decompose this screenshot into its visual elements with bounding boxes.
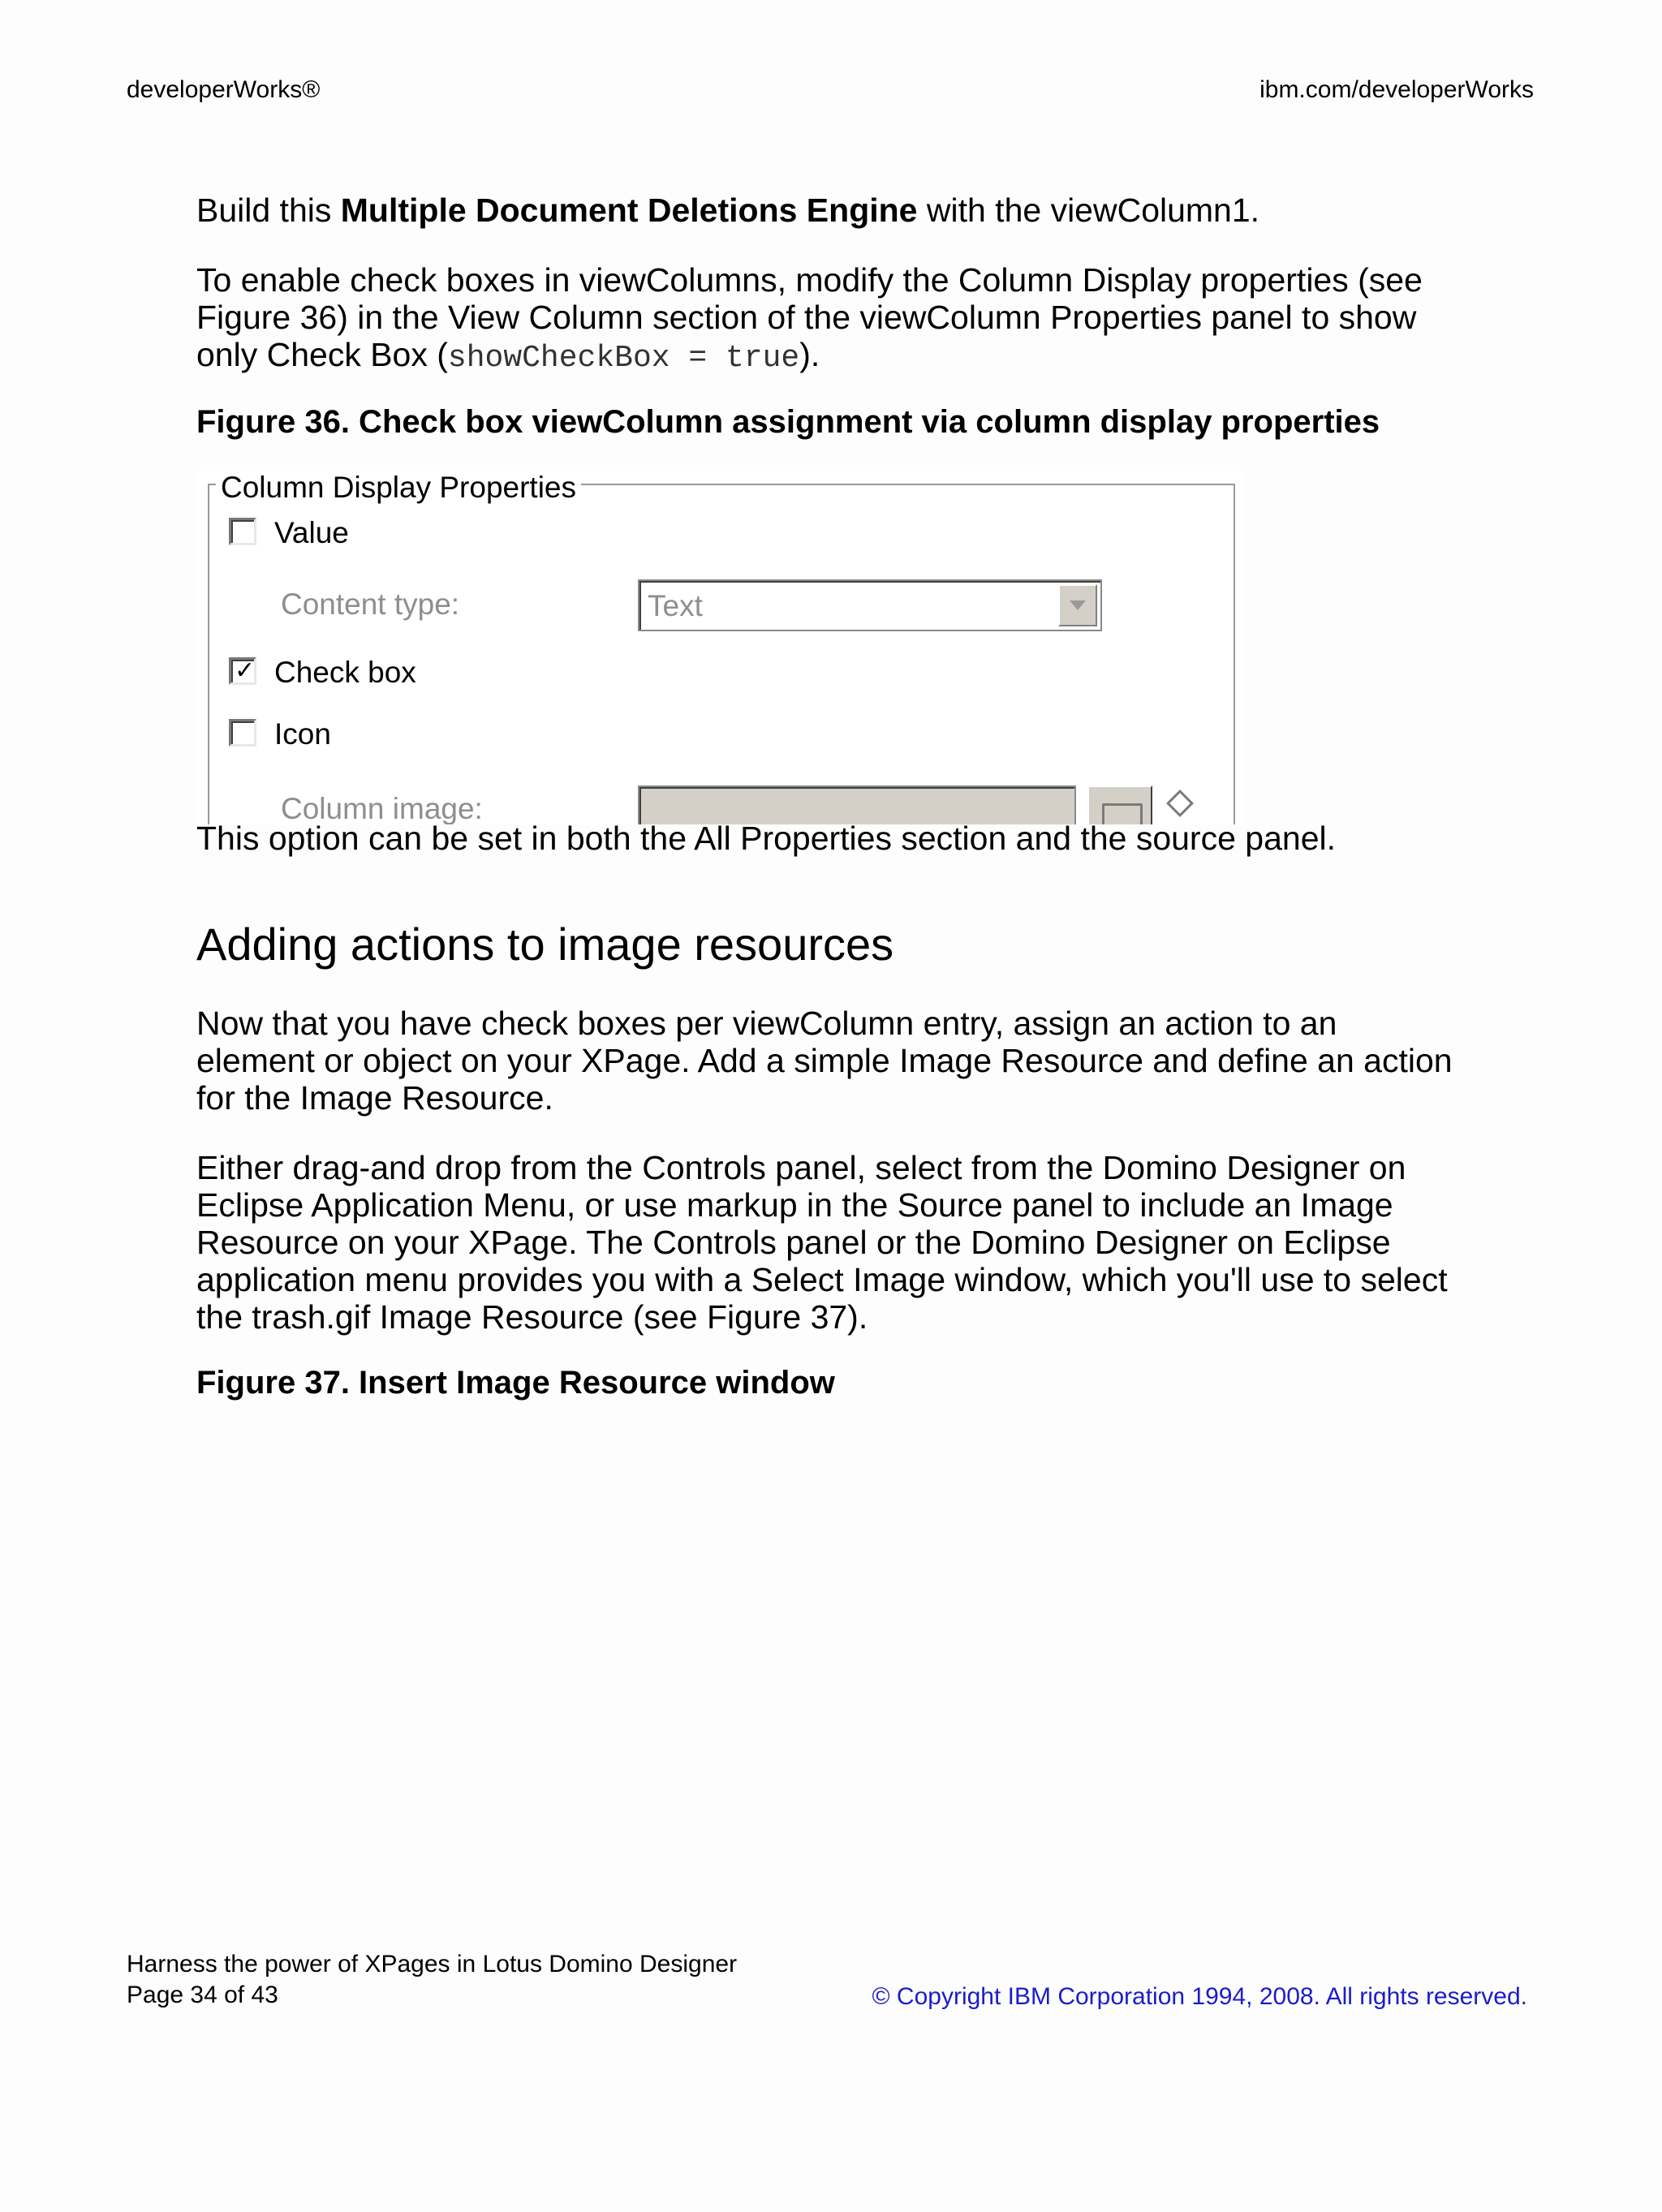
after-figure-paragraph [196, 820, 1462, 857]
check-box-label: Check box [274, 656, 416, 689]
value-label: Value [274, 516, 349, 549]
para1-end: ). [799, 336, 820, 373]
column-display-group [208, 484, 1235, 824]
paragraph-2 [196, 1005, 1462, 1117]
section-heading-wrap [196, 919, 1462, 970]
intro-paragraph [196, 192, 1462, 229]
content-type-select[interactable] [638, 579, 1102, 631]
header-brand: developerWorks® [127, 76, 321, 103]
icon-checkbox[interactable] [229, 719, 256, 747]
intro-suffix: with the viewColumn1. [917, 192, 1260, 229]
figure-36-caption: Figure 36. Check box viewColumn assignment via column display properties [196, 404, 1380, 440]
browse-button[interactable] [1087, 785, 1152, 824]
column-image-label: Column image: [281, 792, 483, 824]
after-figure-text: This option can be set in both the All Properties section and the source panel. [196, 820, 1336, 857]
chevron-down-icon[interactable] [1058, 584, 1097, 626]
intro-bold: Multiple Document Deletions Engine [340, 192, 918, 229]
figure-36-screenshot [196, 471, 1243, 824]
content-type-value: Text [648, 589, 703, 622]
intro-prefix: Build this [196, 192, 341, 229]
copyright-link[interactable]: © Copyright IBM Corporation 1994, 2008. All rights reserved. [872, 1983, 1527, 2010]
figure-37-caption: Figure 37. Insert Image Resource window [196, 1365, 835, 1401]
group-label: Column Display Properties [216, 471, 581, 505]
para2-text: Now that you have check boxes per viewColumn entry, assign an action to an element or object on your XPage. Add a simple Image Resource and define an action for the Image Resource. [196, 1005, 1453, 1117]
para3-text: Either drag-and drop from the Controls panel, select from the Domino Designer on Eclipse Application Menu, or use markup in the Source panel to include an Image Resource on your XPage. The Controls panel or the Domino Designer on Eclipse application menu provides you with a Select Image window, which you'll use to select the trash.gif Image Resource (see Figure 37). [196, 1149, 1448, 1336]
footer [127, 1949, 737, 2011]
header-url[interactable]: ibm.com/developerWorks [1259, 76, 1534, 103]
checkmark-icon: ✓ [235, 657, 256, 684]
content-type-label: Content type: [281, 587, 460, 621]
figure-36-caption-wrap [196, 404, 1462, 441]
code-snippet: showCheckBox = true [447, 341, 800, 376]
figure-37-caption-wrap [196, 1365, 1462, 1401]
column-image-field[interactable] [638, 785, 1076, 824]
value-checkbox[interactable] [229, 518, 256, 545]
footer-title: Harness the power of XPages in Lotus Domino Designer [127, 1951, 738, 1977]
check-box-checkbox[interactable] [229, 657, 256, 685]
page-number: Page 34 of 43 [127, 1982, 278, 2008]
paragraph-1 [196, 261, 1462, 377]
section-heading: Adding actions to image resources [196, 919, 894, 970]
icon-label: Icon [274, 717, 331, 751]
para1-text: To enable check boxes in viewColumns, modify the Column Display properties (see Figure 36) in the View Column section of the viewColumn Properties panel to show only Check Box ( [196, 261, 1423, 373]
paragraph-3 [196, 1149, 1462, 1336]
